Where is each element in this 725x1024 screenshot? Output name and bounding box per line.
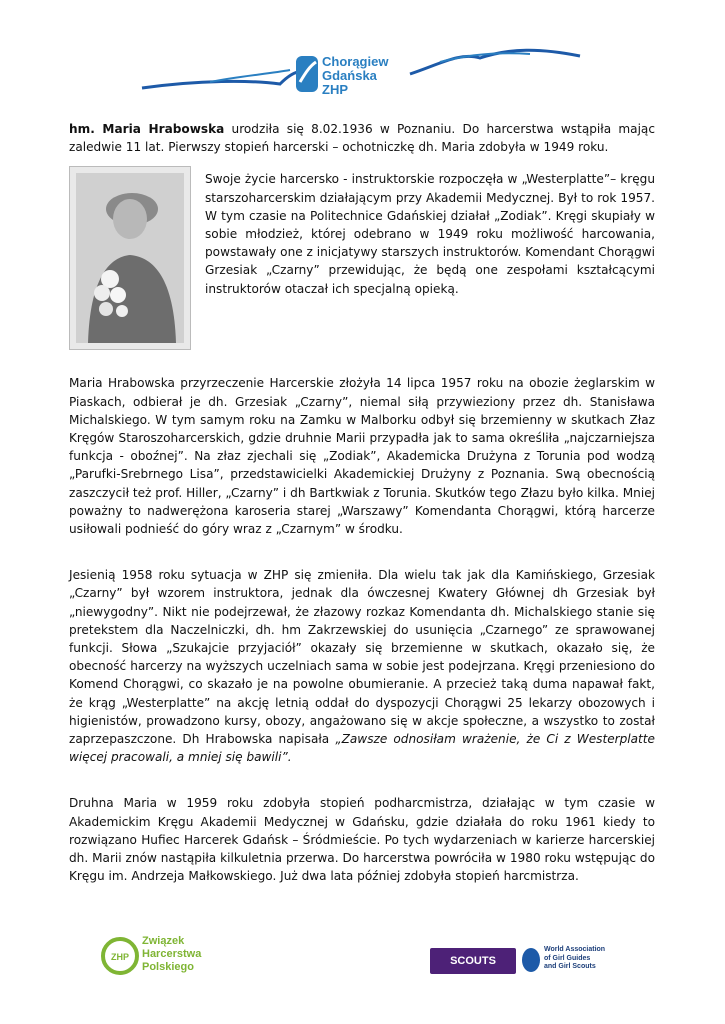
- paragraph-westerplatte: Swoje życie harcersko - instruktorskie rozpoczęła w „Westerplatte”– kręgu starszoharcerskim działającym przy Akademii Medycznej. Był to rok 1957. W tym czasie na Politechnice Gdańskiej działał „Zodiak”. Kręgi skupiały w sobie młodzież, której odebrano w 1949 roku możliwość harcowania, powstawały one z inicjatywy starszych instruktorów. Komendant Chorągwi Grzesiak „Czarny” przewidując, że będą one zespołami kształcącymi instruktorów otaczał ich specjalną opieką.: [205, 172, 655, 296]
- paragraph-1958: [69, 566, 655, 766]
- paragraph-promise: Maria Hrabowska przyrzeczenie Harcerskie złożyła 14 lipca 1957 roku na obozie żeglarskim w Piaskach, odbierał je dh. Grzesiak „Czarny”, niemal siłą przywieziony przez dh. Stanisława Michalskiego. W tym samym roku na Zamku w Malborku odbył się brzemienny w skutkach Złaz Kręgów Staroszoharcerskich, gdzie druhnie Marii przypadła jak to sama określiła „najczarniejsza funkcja - oboźnej”. Na złaz zjechali się „Zodiak”, Akademicka Drużyna z Torunia pod wodzą „Parufki-Srebrnego Lisa”, przedstawicielki Akademickiej Drużyny z Poznania. Swą obecnością zaszczycił też prof. Hiller, „Czarny” i dh Bartkwiak z Torunia. Skutków tego Złazu było kilka. Mniej poważny to nadwerężona karoseria starej „Warszawy” Komendanta Chorągwi, którą harcerze usiłowali podnieść do góry wraz z „Czarnym” w środku.: [69, 376, 655, 537]
- portrait-photo: [69, 166, 191, 350]
- intro-text: urodziła się 8.02.1936 w Poznaniu. Do harcerstwa wstąpiła mając zaledwie 11 lat. Pierwszy stopień harcerski – ochotniczkę dh. Maria zdobyła w 1949 roku.: [69, 122, 655, 155]
- person-name: hm. Maria Hrabowska: [69, 122, 225, 136]
- logo-line3: ZHP: [322, 82, 348, 97]
- wagggs-logo: [522, 944, 632, 980]
- zhp-line3: Polskiego: [142, 961, 194, 973]
- zhp-line1: Związek: [142, 935, 185, 947]
- footer: [0, 930, 725, 990]
- wagggs-line3: and Girl Scouts: [544, 963, 596, 970]
- hrabowska-quote: „Zawsze odnosiłam wrażenie, że Ci z Westerplatte więcej pracowali, a mniej się bawili”.: [69, 732, 655, 765]
- paragraph-1959: Druhna Maria w 1959 roku zdobyła stopień podharcmistrza, działając w tym czasie w Akademickim Kręgu Akademii Medycznej w Gdańsku, gdzie działała do roku 1961 kiedy to rozwiązano Hufiec Harcerek Gdańsk – Śródmieście. Po tych wydarzeniach w karierze harcerskiej dh. Marii znów nastąpiła kilkuletnia przerwa. Do harcerstwa powróciła w 1980 roku wstępując do Kręgu im. Andrzeja Małkowskiego. Już dwa lata później zdobyła stopień harcmistrza.: [69, 796, 655, 884]
- trefoil-icon: [522, 948, 540, 972]
- zhp-line2: Harcerstwa: [142, 948, 202, 960]
- intro-paragraph: [69, 120, 655, 156]
- logo-line2: Gdańska: [322, 68, 377, 83]
- wagggs-line2: of Girl Guides: [544, 954, 591, 962]
- wagggs-line1: World Association: [544, 946, 606, 953]
- scouts-text: SCOUTS: [450, 955, 496, 967]
- paragraph-1958-text: Jesienią 1958 roku sytuacja w ZHP się zmieniła. Dla wielu tak jak dla Kamińskiego, Grzesiak „Czarny” był wzorem instruktora, jednak dla ówczesnej Kwatery Głównej dh Grzesiak był „niewygodny”. Nikt nie podejrzewał, że złazowy rozkaz Komendanta dh. Michalskiego stanie się pretekstem dla Naczelniczki, dh. hm Zakrzewskiej do usunięcia „Czarnego” ze sprawowanej funkcji. Słowa „Szukajcie przyjaciół” okazały się brzemienne w skutkach, okazało się, że obecność harcerzy na wyższych uczelniach sama w sobie jest podejrzana. Kręgi przeniesiono do Komend Chorągwi, co skazało je na powolne obumieranie. A przecież taką duma napawał fakt, że krąg „Westerplatte” na akcję letnią oddał do dyspozycji Chorągwi 25 lekarzy obozowych i higienistów, prowadzono kursy, obozy, angażowano się w akcje społeczne, a wszystko to został zaprzepaszczone. Dh Hrabowska napisała: [69, 568, 655, 747]
- zhp-badge-text: ZHP: [111, 952, 129, 962]
- choragiew-gdanska-logo: [140, 44, 585, 104]
- article: [69, 120, 655, 885]
- zhp-logo: [100, 930, 210, 978]
- world-scouts-logo: [430, 948, 516, 974]
- logo-line1: Chorągiew: [322, 54, 389, 69]
